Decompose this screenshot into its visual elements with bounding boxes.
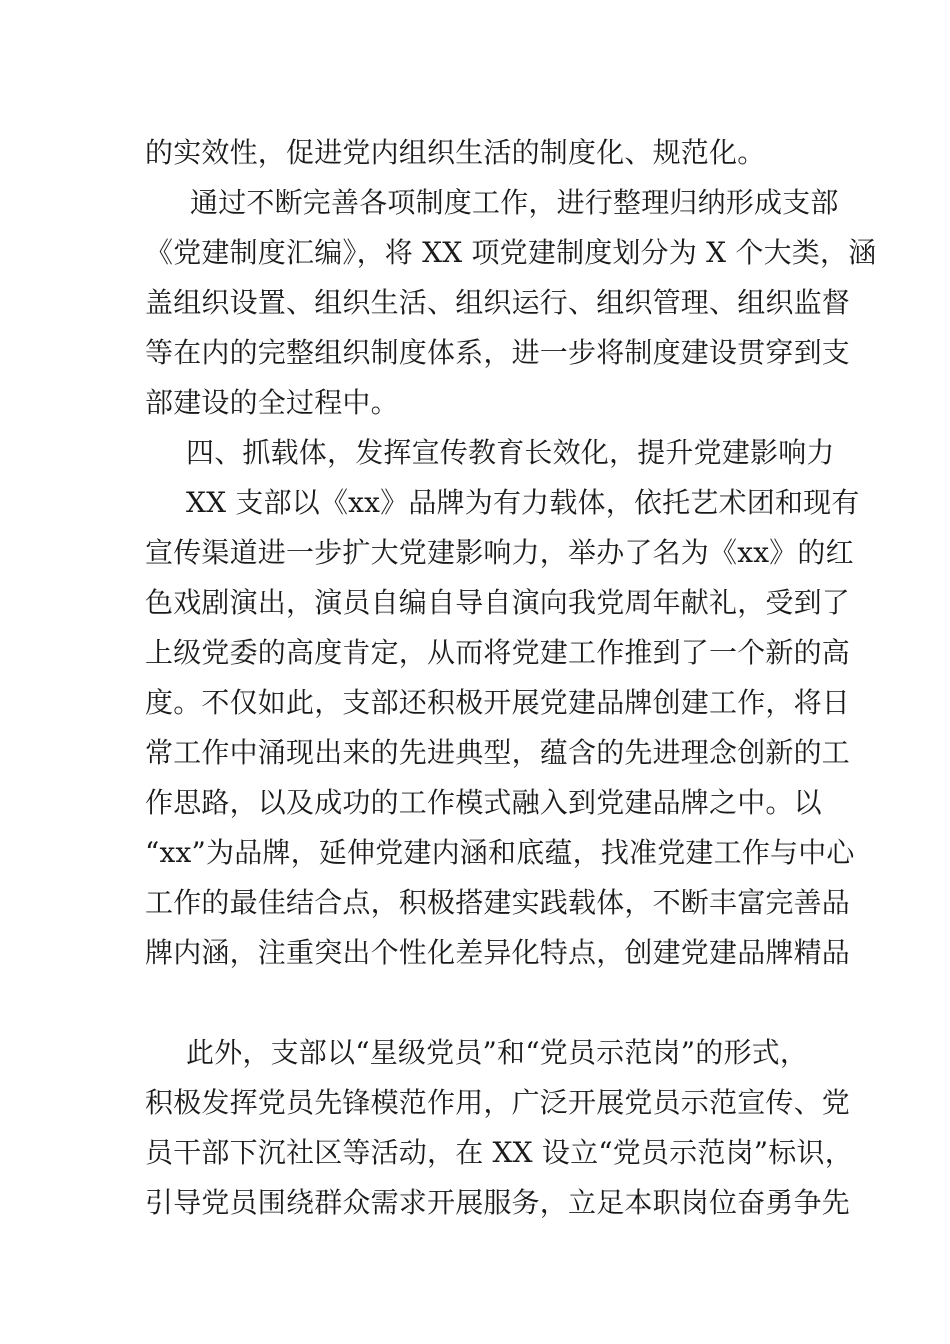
text-line: 引导党员围绕群众需求开展服务，立足本职岗位奋勇争先	[145, 1186, 851, 1219]
text-line: 的实效性，促进党内组织生活的制度化、规范化。	[145, 136, 766, 169]
text-line: 色戏剧演出，演员自编自导自演向我党周年献礼，受到了	[145, 586, 851, 619]
text-line: 等在内的完整组织制度体系，进一步将制度建设贯穿到支	[145, 336, 851, 369]
text-line: 宣传渠道进一步扩大党建影响力，举办了名为《xx》的红	[145, 536, 854, 569]
text-line: 员干部下沉社区等活动，在 XX 设立“党员示范岗”标识，	[145, 1136, 853, 1169]
text-line: 上级党委的高度肯定，从而将党建工作推到了一个新的高	[145, 636, 851, 669]
text-line: 度。不仅如此，支部还积极开展党建品牌创建工作，将日	[145, 686, 851, 719]
text-line: 积极发挥党员先锋模范作用，广泛开展党员示范宣传、党	[145, 1086, 851, 1119]
text-line: 作思路，以及成功的工作模式融入到党建品牌之中。以	[145, 786, 822, 819]
text-line: 盖组织设置、组织生活、组织运行、组织管理、组织监督	[145, 286, 851, 319]
text-line: 常工作中涌现出来的先进典型，蕴含的先进理念创新的工	[145, 736, 851, 769]
section-heading: 四、抓载体，发挥宣传教育长效化，提升党建影响力	[186, 436, 835, 469]
text-line: 工作的最佳结合点，积极搭建实践载体，不断丰富完善品	[145, 886, 851, 919]
text-line: 部建设的全过程中。	[145, 386, 399, 419]
paragraph-start-line: 此外，支部以“星级党员”和“党员示范岗”的形式，	[186, 1036, 809, 1069]
paragraph-start-line: XX 支部以《xx》品牌为有力载体，依托艺术团和现有	[186, 486, 860, 519]
text-line: 《党建制度汇编》，将 XX 项党建制度划分为 X 个大类，涵	[145, 236, 877, 269]
text-line: 牌内涵，注重突出个性化差异化特点，创建党建品牌精品	[145, 936, 851, 969]
text-line: “xx”为品牌，延伸党建内涵和底蕴，找准党建工作与中心	[145, 836, 855, 869]
paragraph-start-line: 通过不断完善各项制度工作，进行整理归纳形成支部	[190, 186, 839, 219]
